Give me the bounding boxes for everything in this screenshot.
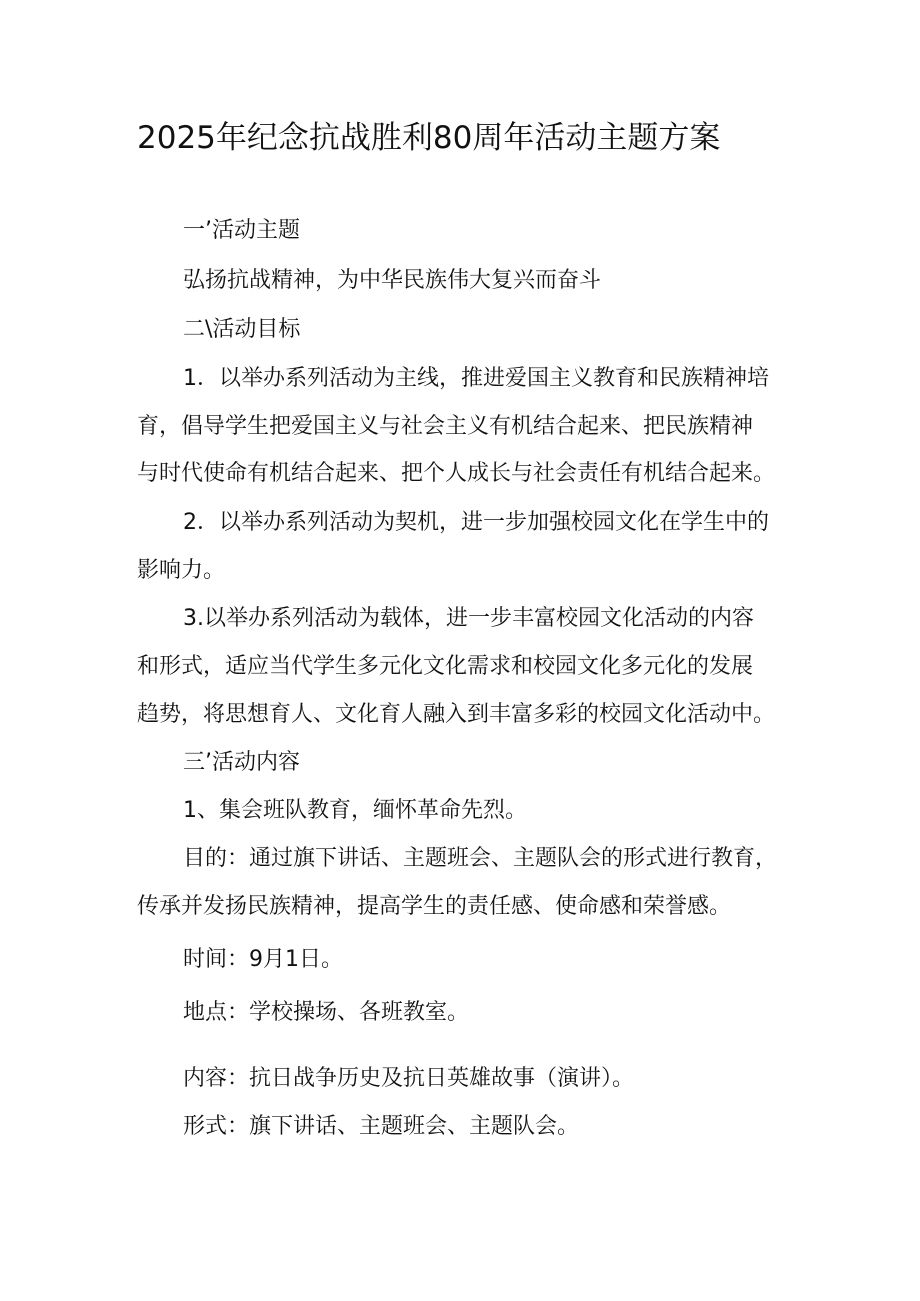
paragraph-purpose-line-1: 目的：通过旗下讲话、主题班会、主题队会的形式进行教育， [183,846,778,871]
section-heading-content: 三’活动内容 [183,750,300,775]
paragraph-goal-3-line-1: 3.以举办系列活动为载体，进一步丰富校园文化活动的内容 [183,606,754,631]
paragraph-goal-2-line-1: 2．以举办系列活动为契机，进一步加强校园文化在学生中的 [183,510,769,535]
section-heading-theme: 一’活动主题 [183,218,300,243]
paragraph-content-detail: 内容：抗日战争历史及抗日英雄故事（演讲）。 [183,1066,635,1091]
section-heading-goals: 二\活动目标 [183,317,301,342]
paragraph-location: 地点：学校操场、各班教室。 [183,1000,470,1025]
paragraph-goal-1-line-3: 与时代使命有机结合起来、把个人成长与社会责任有机结合起来。 [137,461,776,486]
paragraph-goal-1-line-2: 育，倡导学生把爱国主义与社会主义有机结合起来、把民族精神 [137,414,754,439]
document-title: 2025年纪念抗战胜利80周年活动主题方案 [137,120,721,156]
paragraph-content-1: 1、集会班队教育，缅怀革命先烈。 [183,798,527,823]
paragraph-goal-2-line-2: 影响力。 [137,558,226,583]
paragraph-time: 时间：9月1日。 [183,947,343,972]
paragraph-theme: 弘扬抗战精神，为中华民族伟大复兴而奋斗 [183,268,602,293]
paragraph-goal-3-line-2: 和形式，适应当代学生多元化文化需求和校园文化多元化的发展 [137,654,754,679]
paragraph-goal-1-line-1: 1．以举办系列活动为主线，推进爱国主义教育和民族精神培 [183,366,769,391]
paragraph-format: 形式：旗下讲话、主题班会、主题队会。 [183,1114,580,1139]
paragraph-purpose-line-2: 传承并发扬民族精神，提高学生的责任感、使命感和荣誉感。 [137,894,732,919]
paragraph-goal-3-line-3: 趋势，将思想育人、文化育人融入到丰富多彩的校园文化活动中。 [137,702,776,727]
